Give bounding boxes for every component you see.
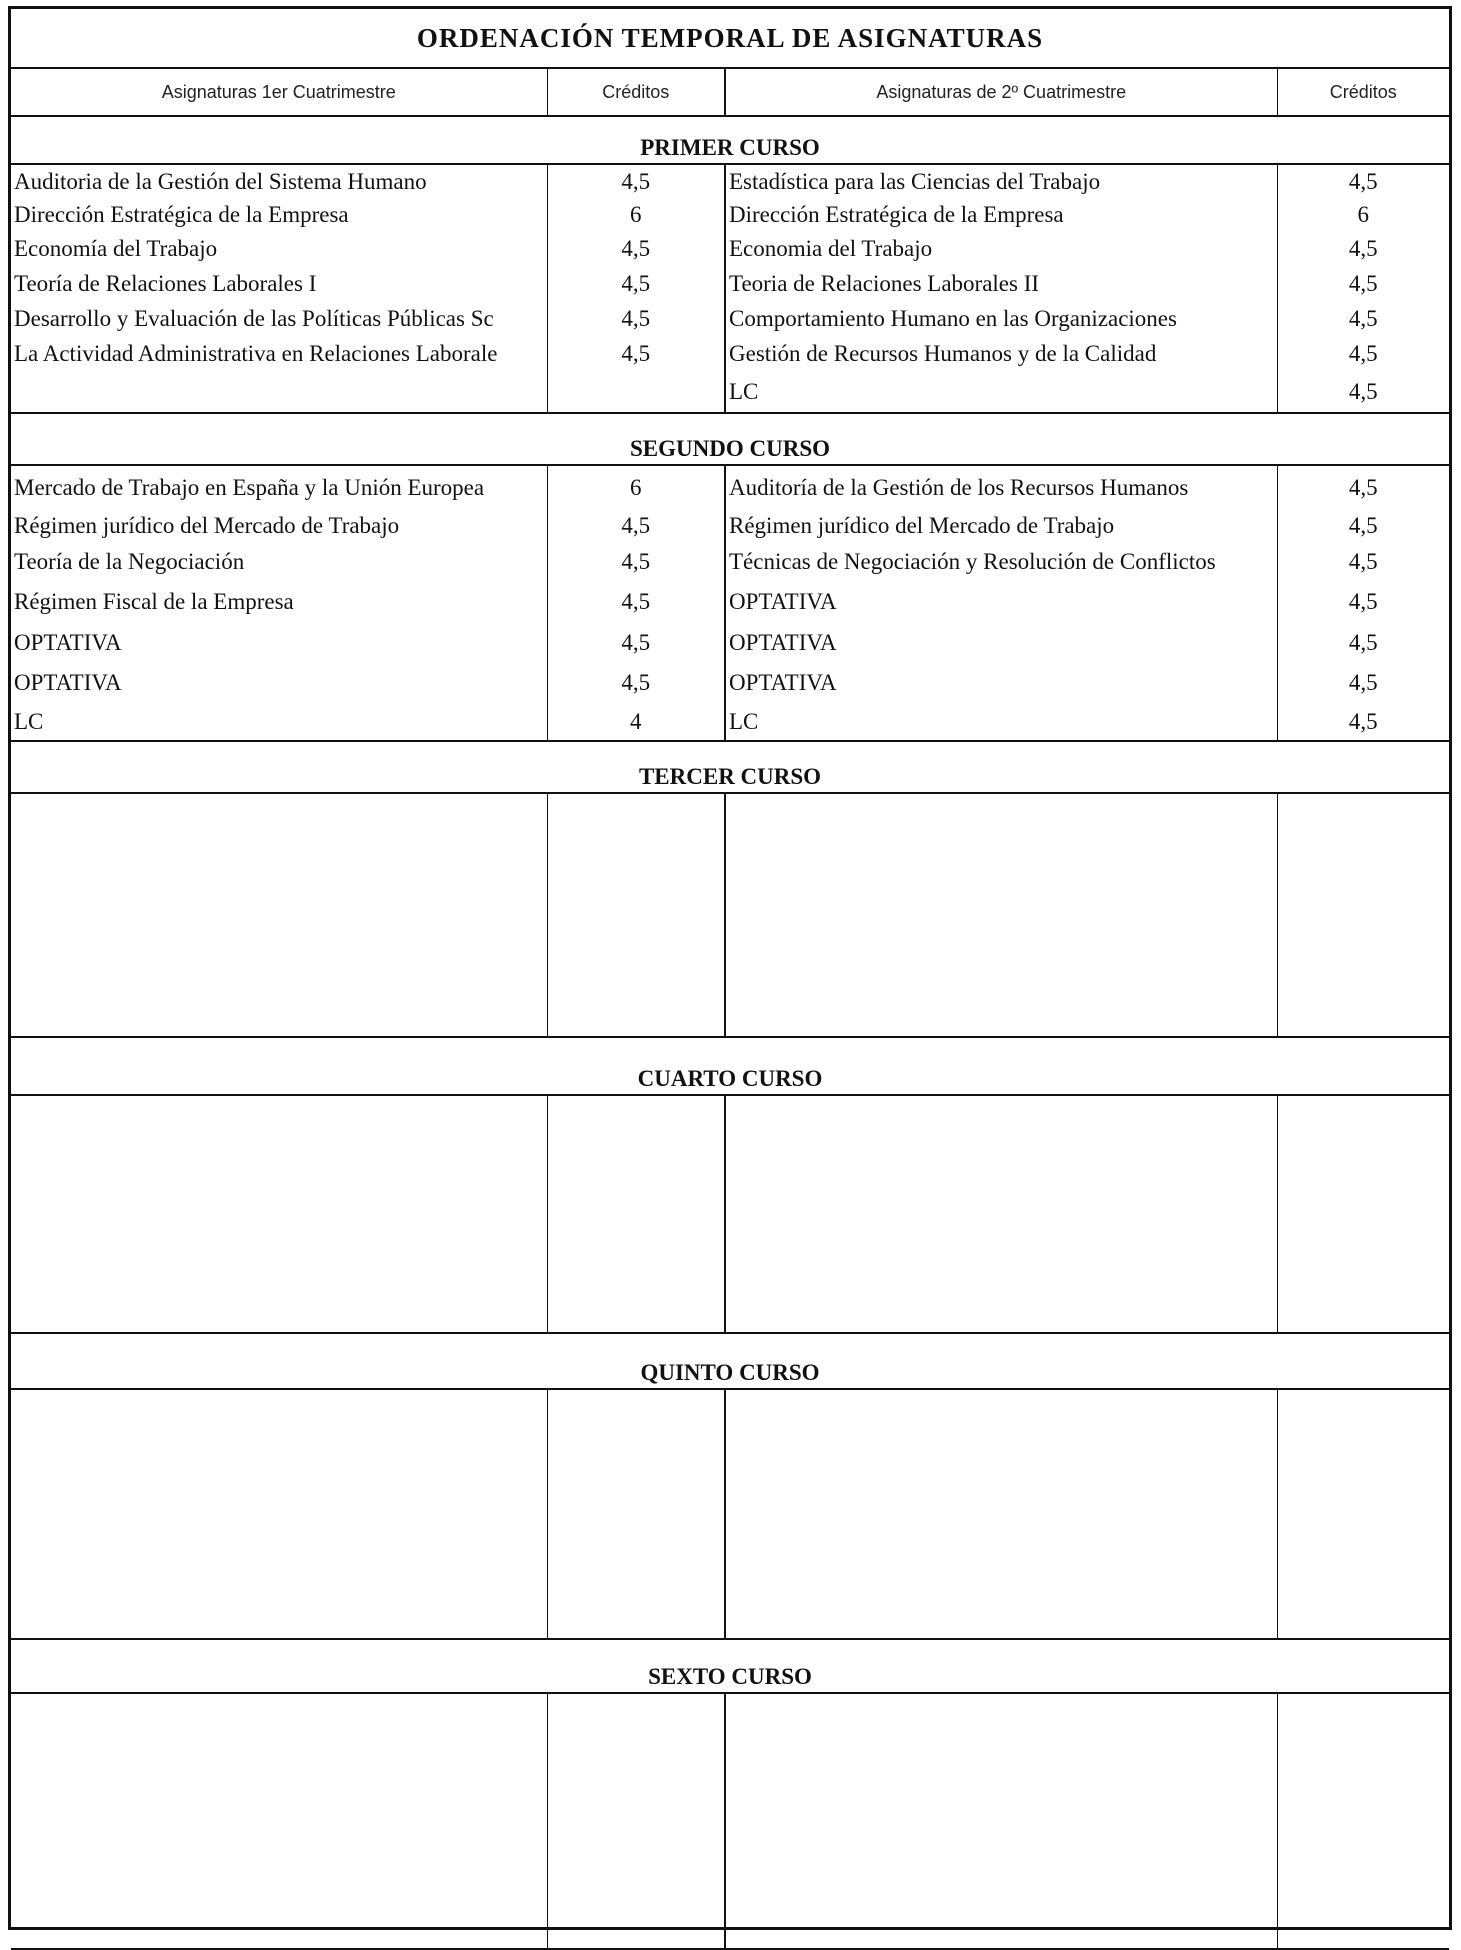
subject-1st-term: Régimen Fiscal de la Empresa: [11, 581, 547, 623]
empty-course-row: [11, 793, 1449, 1037]
table-row: [11, 336, 1449, 371]
empty-cell: [725, 1389, 1277, 1639]
table-row: [11, 703, 1449, 741]
credits-1st-term: 4: [547, 703, 725, 741]
header-row: [11, 68, 1449, 116]
section-title: SEXTO CURSO: [11, 1639, 1449, 1693]
subject-1st-term: Teoría de la Negociación: [11, 543, 547, 581]
title-row: [11, 9, 1449, 68]
credits-1st-term: 4,5: [547, 336, 725, 371]
credits-2nd-term: 4,5: [1348, 630, 1378, 655]
empty-cell: [547, 1693, 725, 1949]
course-schedule-sheet: [8, 6, 1452, 1930]
header-credits-1: Créditos: [547, 68, 725, 116]
credits-1st-term: 4,5: [547, 164, 725, 198]
empty-cell: [11, 1693, 547, 1949]
credits-2nd-term: 4,5: [1348, 305, 1378, 331]
subject-2nd-term: Teoria de Relaciones Laborales II: [725, 266, 1277, 301]
credits-1st-term: 4,5: [547, 301, 725, 336]
subject-2nd-term: LC: [725, 703, 1277, 741]
section-title: PRIMER CURSO: [11, 116, 1449, 164]
credits-2nd-term: 4,5: [1348, 168, 1378, 194]
subject-1st-term: Desarrollo y Evaluación de las Políticas Públicas Sc: [11, 301, 547, 336]
credits-1st-term: 4,5: [547, 266, 725, 301]
table-row: [11, 663, 1449, 703]
section-title: TERCER CURSO: [11, 741, 1449, 793]
subject-1st-term: Dirección Estratégica de la Empresa: [11, 198, 547, 232]
credits-2nd-term: 4,5: [1348, 708, 1378, 734]
empty-cell: [1277, 1095, 1449, 1333]
section-header-row: [11, 116, 1449, 164]
empty-cell: [1277, 1389, 1449, 1639]
section-title: SEGUNDO CURSO: [11, 413, 1449, 465]
credits-2nd-term: 4,5: [1348, 513, 1378, 538]
credits-2nd-term: 4,5: [1348, 236, 1378, 261]
page-title: ORDENACIÓN TEMPORAL DE ASIGNATURAS: [11, 9, 1449, 68]
credits-1st-term: 4,5: [547, 623, 725, 663]
table-row: [11, 623, 1449, 663]
credits-1st-term: 4,5: [547, 509, 725, 543]
empty-course-row: [11, 1095, 1449, 1333]
credits-2nd-term: 4,5: [1348, 340, 1378, 366]
subject-2nd-term: OPTATIVA: [725, 581, 1277, 623]
section-title: CUARTO CURSO: [11, 1037, 1449, 1095]
subject-2nd-term: Dirección Estratégica de la Empresa: [725, 198, 1277, 232]
credits-1st-term: 4,5: [547, 663, 725, 703]
subject-1st-term: Mercado de Trabajo en España y la Unión Europea: [11, 465, 547, 509]
table-row: [11, 509, 1449, 543]
credits-1st-term: 4,5: [547, 232, 725, 266]
table-row: [11, 232, 1449, 266]
empty-cell: [11, 1095, 547, 1333]
empty-course-row: [11, 1389, 1449, 1639]
table-row: [11, 164, 1449, 198]
subject-2nd-term: Comportamiento Humano en las Organizaciones: [725, 301, 1277, 336]
table-row: [11, 465, 1449, 509]
section-header-row: [11, 1333, 1449, 1389]
credits-2nd-term: 4,5: [1348, 589, 1378, 614]
empty-cell: [725, 793, 1277, 1037]
subject-1st-term: OPTATIVA: [11, 623, 547, 663]
subject-2nd-term: OPTATIVA: [725, 623, 1277, 663]
subject-1st-term: Teoría de Relaciones Laborales I: [11, 266, 547, 301]
subject-2nd-term: Gestión de Recursos Humanos y de la Calidad: [725, 336, 1277, 371]
credits-1st-term: [547, 371, 725, 413]
subject-2nd-term: OPTATIVA: [725, 663, 1277, 703]
subject-2nd-term: LC: [725, 371, 1277, 413]
credits-1st-term: 6: [547, 465, 725, 509]
table-row: [11, 543, 1449, 581]
subject-1st-term: [11, 371, 547, 413]
subject-1st-term: Auditoria de la Gestión del Sistema Humano: [11, 164, 547, 198]
empty-cell: [725, 1693, 1277, 1949]
table-row: [11, 198, 1449, 232]
table-row: [11, 581, 1449, 623]
credits-2nd-term: 4,5: [1348, 270, 1378, 296]
credits-2nd-term: 4,5: [1348, 670, 1378, 695]
subject-2nd-term: Economia del Trabajo: [725, 232, 1277, 266]
empty-cell: [547, 1389, 725, 1639]
empty-cell: [11, 1389, 547, 1639]
empty-cell: [1277, 793, 1449, 1037]
credits-2nd-term: 4,5: [1348, 378, 1378, 404]
credits-2nd-term: 4,5: [1348, 549, 1378, 574]
credits-2nd-term: 4,5: [1348, 474, 1378, 500]
subject-2nd-term: Auditoría de la Gestión de los Recursos Humanos: [725, 465, 1277, 509]
subject-2nd-term: Técnicas de Negociación y Resolución de Conflictos: [725, 543, 1277, 581]
subject-1st-term: OPTATIVA: [11, 663, 547, 703]
header-subjects-1: Asignaturas 1er Cuatrimestre: [11, 68, 547, 116]
table-row: [11, 371, 1449, 413]
table-row: [11, 301, 1449, 336]
section-header-row: [11, 413, 1449, 465]
credits-1st-term: 6: [547, 198, 725, 232]
section-header-row: [11, 1639, 1449, 1693]
subject-1st-term: Economía del Trabajo: [11, 232, 547, 266]
subject-1st-term: LC: [11, 703, 547, 741]
header-subjects-2: Asignaturas de 2º Cuatrimestre: [725, 68, 1277, 116]
empty-cell: [1277, 1693, 1449, 1949]
empty-cell: [547, 1095, 725, 1333]
credits-2nd-term: 6: [1357, 202, 1370, 227]
subject-1st-term: Régimen jurídico del Mercado de Trabajo: [11, 509, 547, 543]
table-row: [11, 266, 1449, 301]
header-credits-2: Créditos: [1277, 68, 1449, 116]
subject-2nd-term: Régimen jurídico del Mercado de Trabajo: [725, 509, 1277, 543]
empty-course-row: [11, 1693, 1449, 1949]
credits-1st-term: 4,5: [547, 543, 725, 581]
credits-1st-term: 4,5: [547, 581, 725, 623]
section-title: QUINTO CURSO: [11, 1333, 1449, 1389]
subject-1st-term: La Actividad Administrativa en Relaciones Laborale: [11, 336, 547, 371]
section-header-row: [11, 741, 1449, 793]
section-header-row: [11, 1037, 1449, 1095]
empty-cell: [11, 793, 547, 1037]
empty-cell: [547, 793, 725, 1037]
empty-cell: [725, 1095, 1277, 1333]
subject-2nd-term: Estadística para las Ciencias del Trabajo: [725, 164, 1277, 198]
schedule-table: [11, 9, 1449, 1950]
